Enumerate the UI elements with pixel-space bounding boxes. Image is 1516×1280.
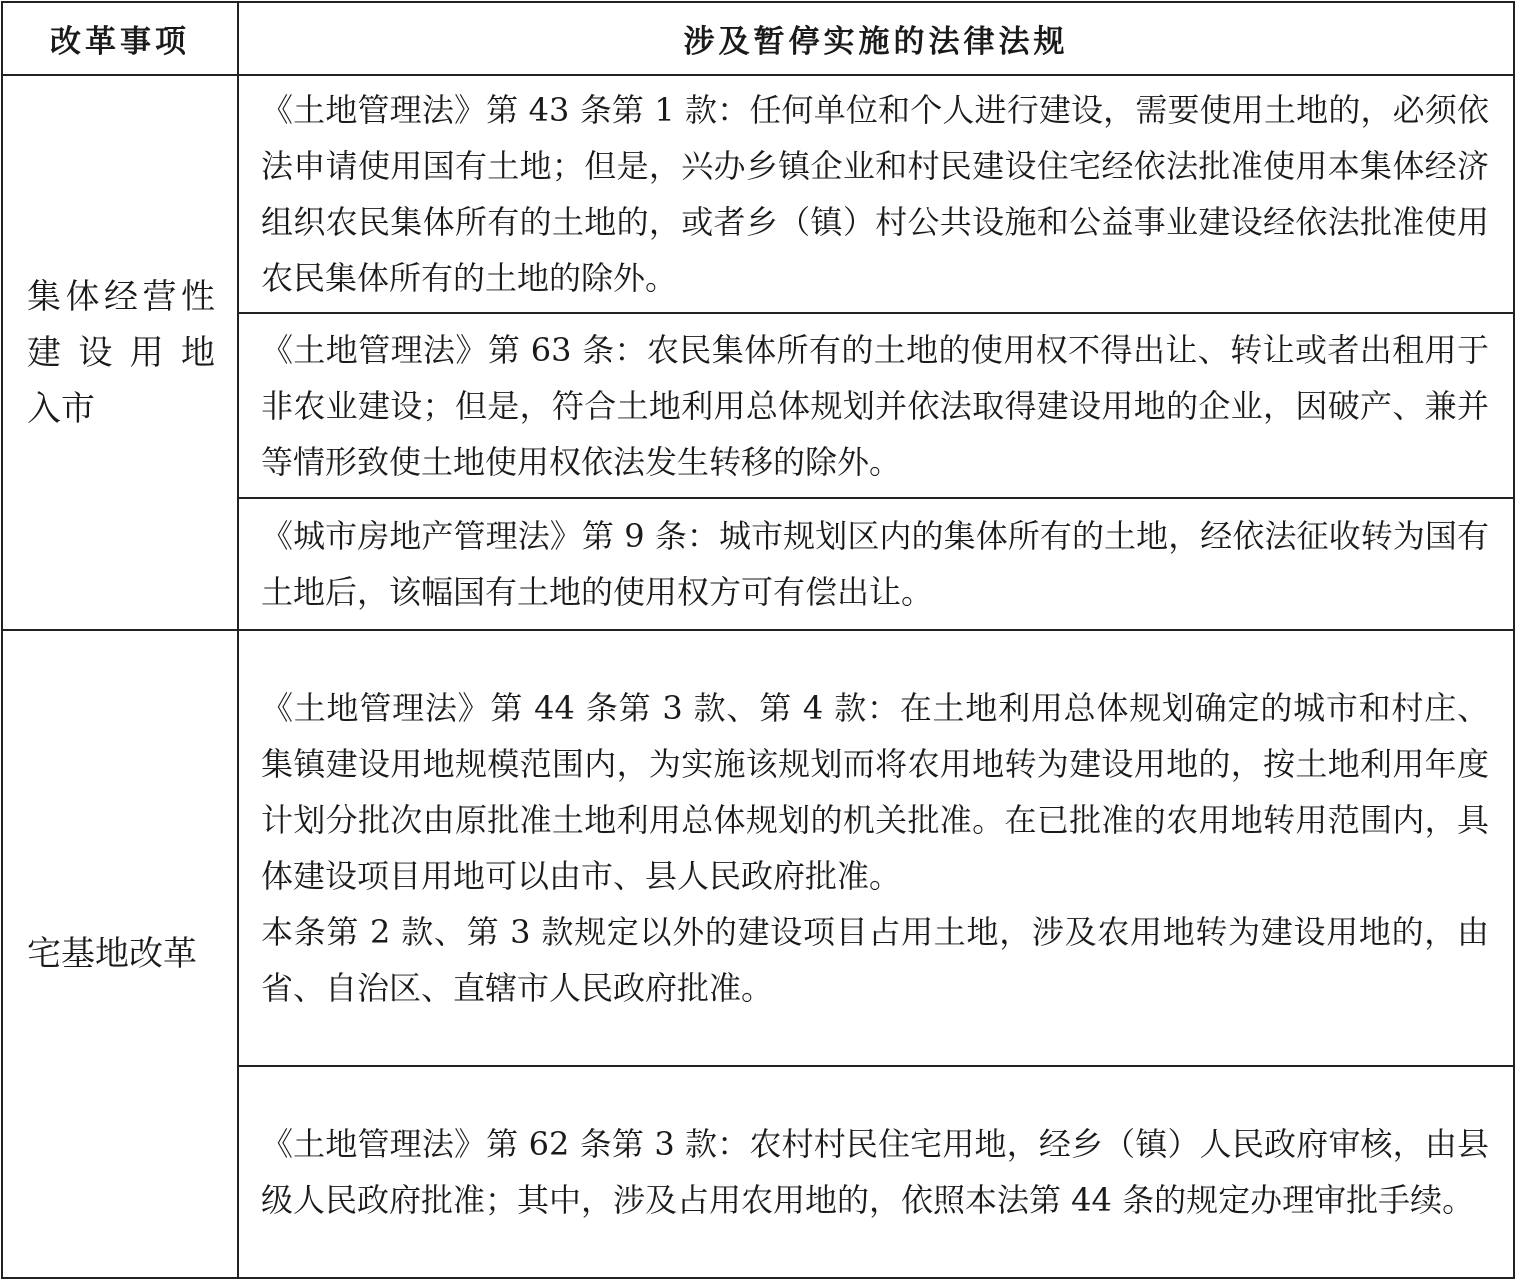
law-paragraph: 《土地管理法》第 62 条第 3 款：农村村民住宅用地，经乡（镇）人民政府审核，由县级人民政府批准；其中，涉及占用农用地的，依照本法第 44 条的规定办理审批手续。	[261, 1125, 1489, 1219]
reform-item-line: 建设用地	[27, 332, 215, 373]
reform-item-line: 集体经营性	[27, 276, 215, 317]
table-row	[2, 75, 1514, 313]
law-cell	[238, 1066, 1514, 1278]
reform-item-line: 宅基地改革	[27, 934, 197, 974]
law-paragraph: 本条第 2 款、第 3 款规定以外的建设项目占用土地，涉及农用地转为建设用地的，由省、自治区、直辖市人民政府批准。	[261, 913, 1489, 1007]
reform-item-cell	[2, 75, 238, 630]
law-paragraph: 《土地管理法》第 63 条：农民集体所有的土地的使用权不得出让、转让或者出租用于非农业建设；但是，符合土地利用总体规划并依法取得建设用地的企业，因破产、兼并等情形致使土地使用权依法发生转移的除外。	[261, 330, 1489, 481]
header-reform-item: 改革事项	[2, 2, 238, 75]
law-cell	[238, 498, 1514, 630]
header-row	[2, 2, 1514, 75]
law-paragraph: 《土地管理法》第 43 条第 1 款：任何单位和个人进行建设，需要使用土地的，必须依法申请使用国有土地；但是，兴办乡镇企业和村民建设住宅经依法批准使用本集体经济组织农民集体所有的土地的，或者乡（镇）村公共设施和公益事业建设经依法批准使用农民集体所有的土地的除外。	[261, 91, 1489, 297]
law-table	[1, 1, 1515, 1279]
law-cell	[238, 313, 1514, 498]
table-row	[2, 630, 1514, 1066]
law-paragraph: 《土地管理法》第 44 条第 3 款、第 4 款：在土地利用总体规划确定的城市和村庄、集镇建设用地规模范围内，为实施该规划而将农用地转为建设用地的，按土地利用年度计划分批次由原批准土地利用总体规划的机关批准。在已批准的农用地转用范围内，具体建设项目用地可以由市、县人民政府批准。	[261, 689, 1489, 895]
reform-item-cell	[2, 630, 238, 1278]
law-cell	[238, 630, 1514, 1066]
reform-item-line: 入市	[27, 388, 95, 429]
law-cell	[238, 75, 1514, 313]
law-paragraph: 《城市房地产管理法》第 9 条：城市规划区内的集体所有的土地，经依法征收转为国有土地后，该幅国有土地的使用权方可有偿出让。	[261, 517, 1489, 611]
header-laws: 涉及暂停实施的法律法规	[238, 2, 1514, 75]
